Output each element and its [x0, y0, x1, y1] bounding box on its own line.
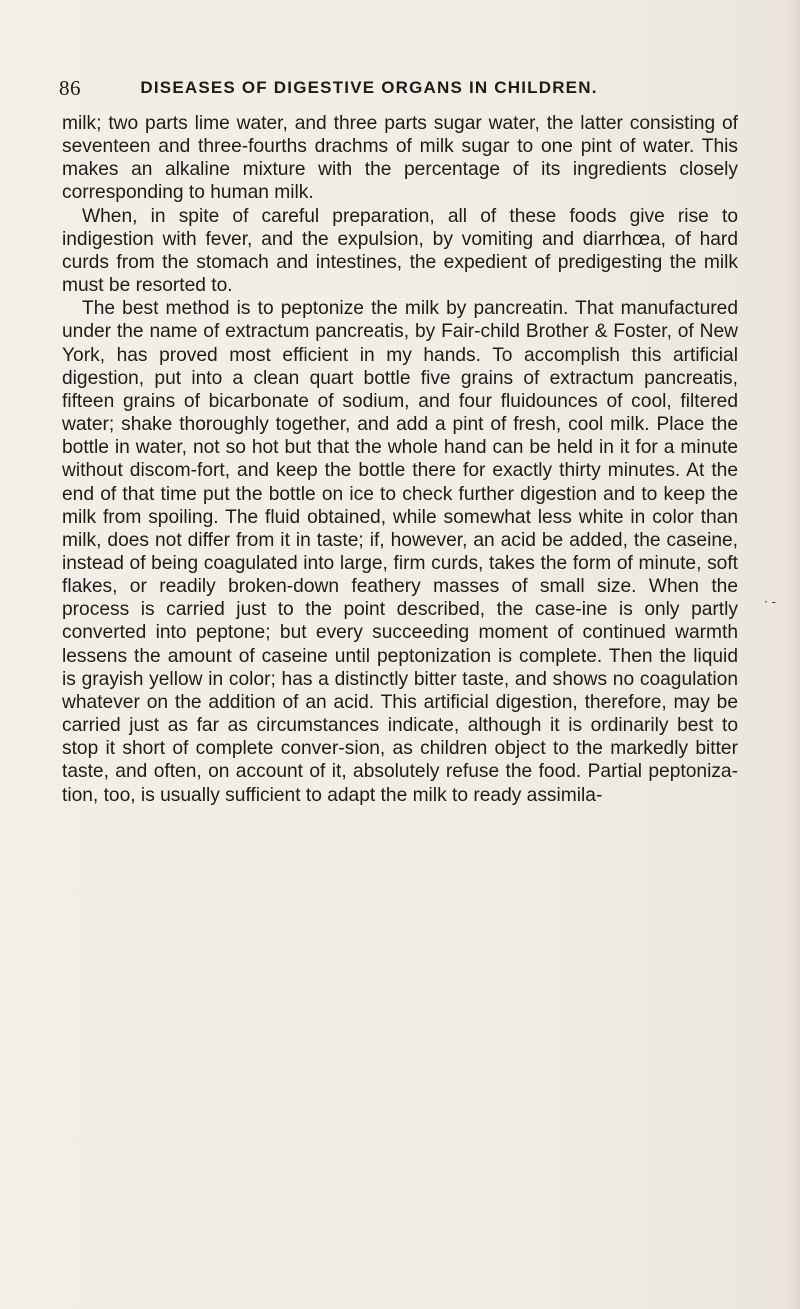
running-head: DISEASES OF DIGESTIVE ORGANS IN CHILDREN. — [140, 78, 598, 97]
page-number: 86 — [59, 76, 81, 100]
margin-speck-mark: · - — [764, 595, 776, 609]
page-header — [59, 76, 659, 102]
paragraph-indigestion: When, in spite of careful preparation, all of these foods give rise to indigestion with fever, and the expulsion, by vomiting and diarrhœa, of hard curds from the stomach and intestines, the expedient of predigesting the milk must be resorted to. — [62, 205, 738, 297]
body-text — [62, 112, 738, 807]
paragraph-peptonize-method: The best method is to peptonize the milk by pancreatin. That manufactured under the name of extractum pancreatis, by Fair-child Brother & Foster, of New York, has proved most efficient in my hands. To accomplish this artificial digestion, put into a clean quart bottle five grains of extractum pancreatis, fifteen grains of bicarbonate of sodium, and four fluidounces of cool, filtered water; shake thoroughly together, and add a pint of fresh, cool milk. Place the bottle in water, not so hot but that the whole hand can be held in it for a minute without discom-fort, and keep the bottle there for exactly thirty minutes. At the end of that time put the bottle on ice to check further digestion and to keep the milk from spoiling. The fluid obtained, while somewhat less white in color than milk, does not differ from it in taste; if, however, an acid be added, the caseine, instead of being coagulated into large, firm curds, takes the form of minute, soft flakes, or readily broken-down feathery masses of small size. When the process is carried just to the point described, the case-ine is only partly converted into peptone; but every succeeding moment of continued warmth lessens the amount of caseine until peptonization is complete. Then the liquid is grayish yellow in color; has a distinctly bitter taste, and shows no coagulation whatever on the addition of an acid. This artificial digestion, therefore, may be carried just as far as circumstances indicate, although it is ordinarily best to stop it short of complete conver-sion, as children object to the markedly bitter taste, and often, on account of it, absolutely refuse the food. Partial peptoniza-tion, too, is usually sufficient to adapt the milk to ready assimila- — [62, 298, 738, 806]
page-edge-shadow — [786, 0, 800, 1309]
paragraph-continuation: milk; two parts lime water, and three parts sugar water, the latter consisting of seventeen and three-fourths drachms of milk sugar to one pint of water. This makes an alkaline mixture with the percentage of its ingredients closely corresponding to human milk. — [62, 113, 738, 204]
